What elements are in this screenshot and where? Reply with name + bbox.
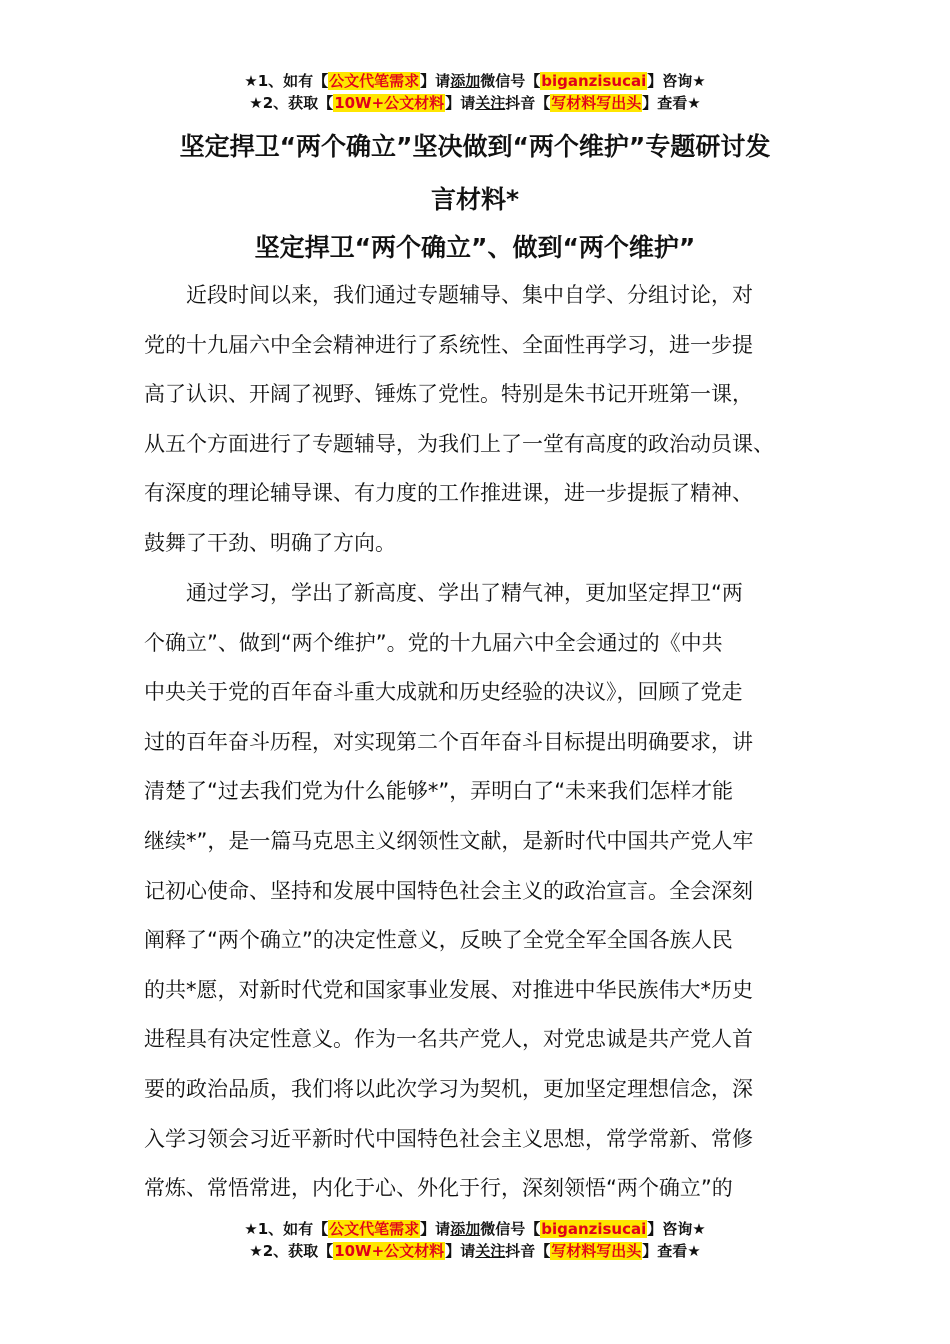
banner-text: 】查看★ bbox=[642, 1242, 701, 1260]
banner-text: ★2、获取【 bbox=[249, 1242, 334, 1260]
banner-text: 】咨询★ bbox=[647, 72, 706, 90]
banner-text: 】请 bbox=[420, 72, 451, 90]
banner-highlight: 10W+公文材料 bbox=[334, 94, 445, 112]
text-line: 记初心使命、坚持和发展中国特色社会主义的政治宣言。全会深刻 bbox=[144, 878, 753, 903]
banner-text: 抖音【 bbox=[505, 1242, 551, 1260]
text-line: 进程具有决定性意义。作为一名共产党人，对党忠诚是共产党人首 bbox=[144, 1027, 753, 1052]
banner-text: 】请 bbox=[445, 1242, 476, 1260]
banner-highlight: 写材料写出头 bbox=[551, 1242, 642, 1260]
banner-text: ★2、获取【 bbox=[249, 94, 334, 112]
banner-text: 微信号【 bbox=[480, 72, 541, 90]
banner-text: ★1、如有【 bbox=[244, 72, 329, 90]
banner-text: 】查看★ bbox=[642, 94, 701, 112]
banner-underlined-text: 添加 bbox=[450, 72, 481, 90]
text-line: 的共*愿，对新时代党和国家事业发展、对推进中华民族伟大*历史 bbox=[144, 977, 753, 1002]
text-line: 要的政治品质，我们将以此次学习为契机，更加坚定理想信念，深 bbox=[144, 1076, 753, 1101]
text-line: 继续*”，是一篇马克思主义纲领性文献，是新时代中国共产党人牢 bbox=[144, 828, 754, 853]
text-line: 党的十九届六中全会精神进行了系统性、全面性再学习，进一步提 bbox=[144, 332, 753, 357]
banner-highlight: 10W+公文材料 bbox=[334, 1242, 445, 1260]
document-title-line-1: 坚定捍卫“两个确立”坚决做到“两个维护”专题研讨发 bbox=[179, 132, 771, 161]
banner-underlined-text: 关注 bbox=[475, 94, 506, 112]
text-line: 阐释了“两个确立”的决定性意义，反映了全党全军全国各族人民 bbox=[144, 928, 733, 953]
paragraph-2 bbox=[144, 569, 809, 1214]
banner-text: 抖音【 bbox=[505, 94, 551, 112]
text-line: 有深度的理论辅导课、有力度的工作推进课，进一步提振了精神、 bbox=[144, 481, 753, 506]
text-line: 鼓舞了干劲、明确了方向。 bbox=[144, 530, 396, 555]
banner-line-1 bbox=[0, 1218, 950, 1240]
text-line: 高了认识、开阔了视野、锤炼了党性。特别是朱书记开班第一课， bbox=[144, 382, 753, 407]
header-banner bbox=[0, 70, 950, 114]
document-subtitle: 坚定捍卫“两个确立”、做到“两个维护” bbox=[254, 233, 696, 262]
footer-banner bbox=[0, 1218, 950, 1262]
banner-highlight: 公文代笔需求 bbox=[329, 1220, 420, 1238]
banner-underlined-text: 添加 bbox=[450, 1220, 481, 1238]
text-line: 中央关于党的百年奋斗重大成就和历史经验的决议》，回顾了党走 bbox=[144, 680, 743, 705]
banner-highlight: 写材料写出头 bbox=[551, 94, 642, 112]
document-title-line-2: 言材料* bbox=[430, 185, 520, 214]
banner-highlight: 公文代笔需求 bbox=[329, 72, 420, 90]
banner-line-2 bbox=[0, 92, 950, 114]
text-line: 过的百年奋斗历程，对实现第二个百年奋斗目标提出明确要求，讲 bbox=[144, 729, 753, 754]
banner-text: 】请 bbox=[445, 94, 476, 112]
text-line: 入学习领会习近平新时代中国特色社会主义思想，常学常新、常修 bbox=[144, 1126, 753, 1151]
banner-text: ★1、如有【 bbox=[244, 1220, 329, 1238]
text-line: 通过学习，学出了新高度、学出了精气神，更加坚定捍卫“两 bbox=[144, 581, 743, 605]
text-line: 常炼、常悟常进，内化于心、外化于行，深刻领悟“两个确立”的 bbox=[144, 1176, 733, 1201]
text-line: 从五个方面进行了专题辅导，为我们上了一堂有高度的政治动员课、 bbox=[144, 431, 774, 456]
banner-line-1 bbox=[0, 70, 950, 92]
text-line: 清楚了“过去我们党为什么能够*”，弄明白了“未来我们怎样才能 bbox=[144, 779, 734, 804]
banner-text: 】请 bbox=[420, 1220, 451, 1238]
text-line: 近段时间以来，我们通过专题辅导、集中自学、分组讨论，对 bbox=[144, 283, 753, 307]
banner-text: 】咨询★ bbox=[647, 1220, 706, 1238]
banner-line-2 bbox=[0, 1240, 950, 1262]
paragraph-1 bbox=[144, 271, 809, 569]
banner-highlight: biganzisucai bbox=[541, 72, 647, 90]
text-line: 个确立”、做到“两个维护”。党的十九届六中全会通过的《中共 bbox=[144, 630, 723, 655]
banner-underlined-text: 关注 bbox=[475, 1242, 506, 1260]
banner-highlight: biganzisucai bbox=[541, 1220, 647, 1238]
banner-text: 微信号【 bbox=[480, 1220, 541, 1238]
